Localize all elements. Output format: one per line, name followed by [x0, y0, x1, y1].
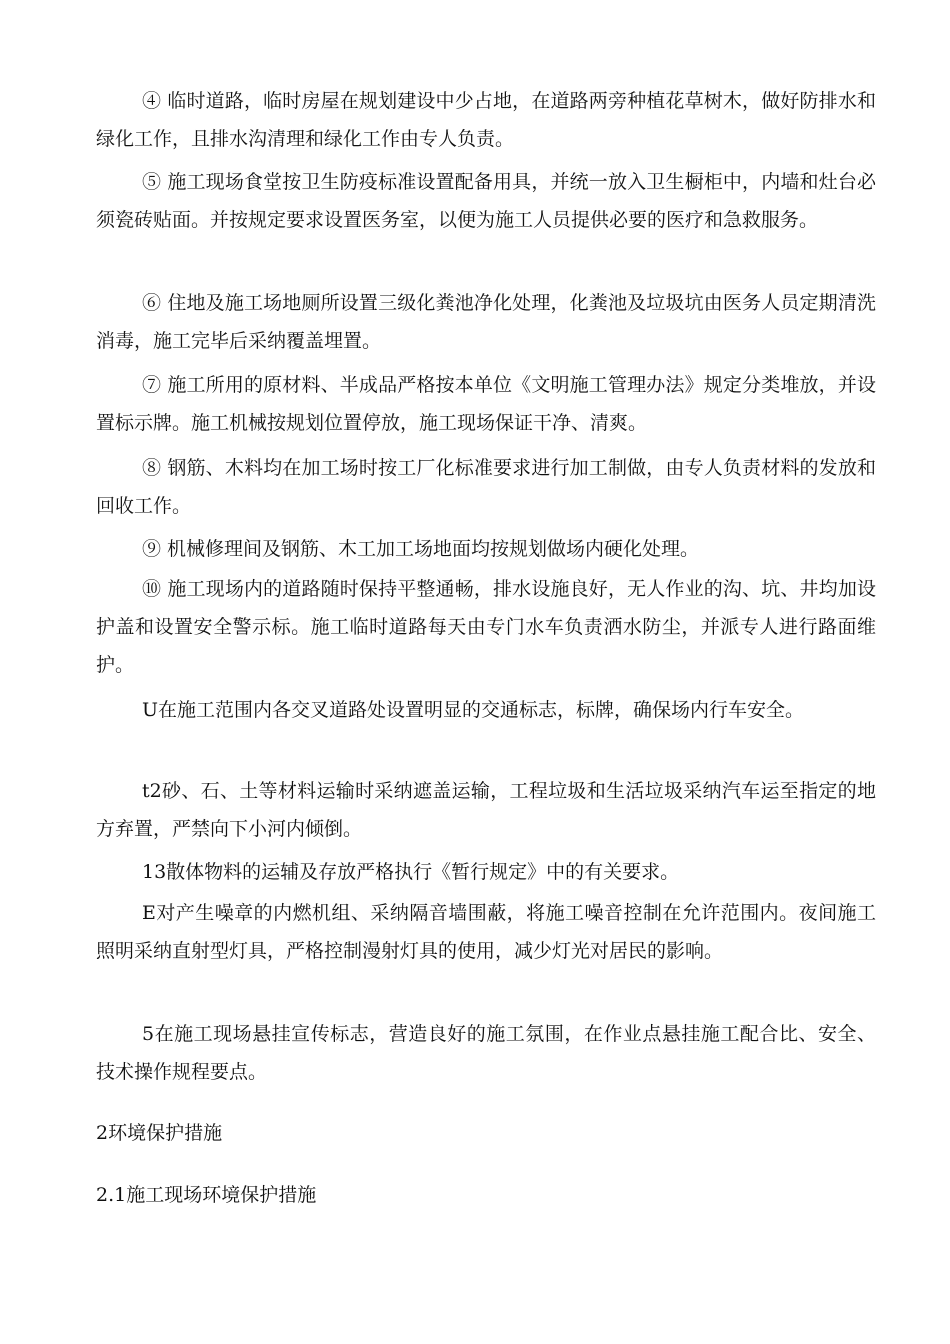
section-heading: 2环境保护措施	[96, 1122, 223, 1144]
paragraph-item-10: ⑩ 施工现场内的道路随时保持平整通畅，排水设施良好，无人作业的沟、坑、井均加设护盖和设置安全警示标。施工临时道路每天由专门水车负责洒水防尘，并派专人进行路面维护。	[96, 578, 876, 676]
paragraph-item-5: ⑤ 施工现场食堂按卫生防疫标准设置配备用具，并统一放入卫生橱柜中，内墙和灶台必须瓷砖贴面。并按规定要求设置医务室，以便为施工人员提供必要的医疗和急救服务。	[96, 171, 876, 231]
paragraph-item-14: E对产生噪章的内燃机组、采纳隔音墙围蔽，将施工噪音控制在允许范围内。夜间施工照明采纳直射型灯具，严格控制漫射灯具的使用，减少灯光对居民的影响。	[96, 902, 876, 962]
paragraph-item-15: 5在施工现场悬挂宣传标志，营造良好的施工氛围，在作业点悬挂施工配合比、安全、技术操作规程要点。	[96, 1023, 876, 1083]
paragraph-item-12: t2砂、石、土等材料运输时采纳遮盖运输，工程垃圾和生活垃圾采纳汽车运至指定的地方弃置，严禁向下小河内倾倒。	[96, 780, 876, 840]
paragraph-item-9: ⑨ 机械修理间及钢筋、木工加工场地面均按规划做场内硬化处理。	[142, 538, 700, 560]
paragraph-item-13: 13散体物料的运辅及存放严格执行《暂行规定》中的有关要求。	[142, 861, 680, 883]
paragraph-item-11: U在施工范围内各交叉道路处设置明显的交通标志，标牌，确保场内行车安全。	[142, 699, 805, 721]
paragraph-item-8: ⑧ 钢筋、木料均在加工场时按工厂化标准要求进行加工制做，由专人负责材料的发放和回收工作。	[96, 457, 876, 517]
paragraph-item-7: ⑦ 施工所用的原材料、半成品严格按本单位《文明施工管理办法》规定分类堆放，并设置标示牌。施工机械按规划位置停放，施工现场保证干净、清爽。	[96, 374, 876, 434]
paragraph-item-4: ④ 临时道路，临时房屋在规划建设中少占地，在道路两旁种植花草树木，做好防排水和绿化工作，且排水沟清理和绿化工作由专人负责。	[96, 90, 876, 150]
subsection-heading: 2.1施工现场环境保护措施	[96, 1184, 317, 1206]
paragraph-item-6: ⑥ 住地及施工场地厕所设置三级化粪池净化处理，化粪池及垃圾坑由医务人员定期清洗消毒，施工完毕后采纳覆盖埋置。	[96, 292, 876, 352]
